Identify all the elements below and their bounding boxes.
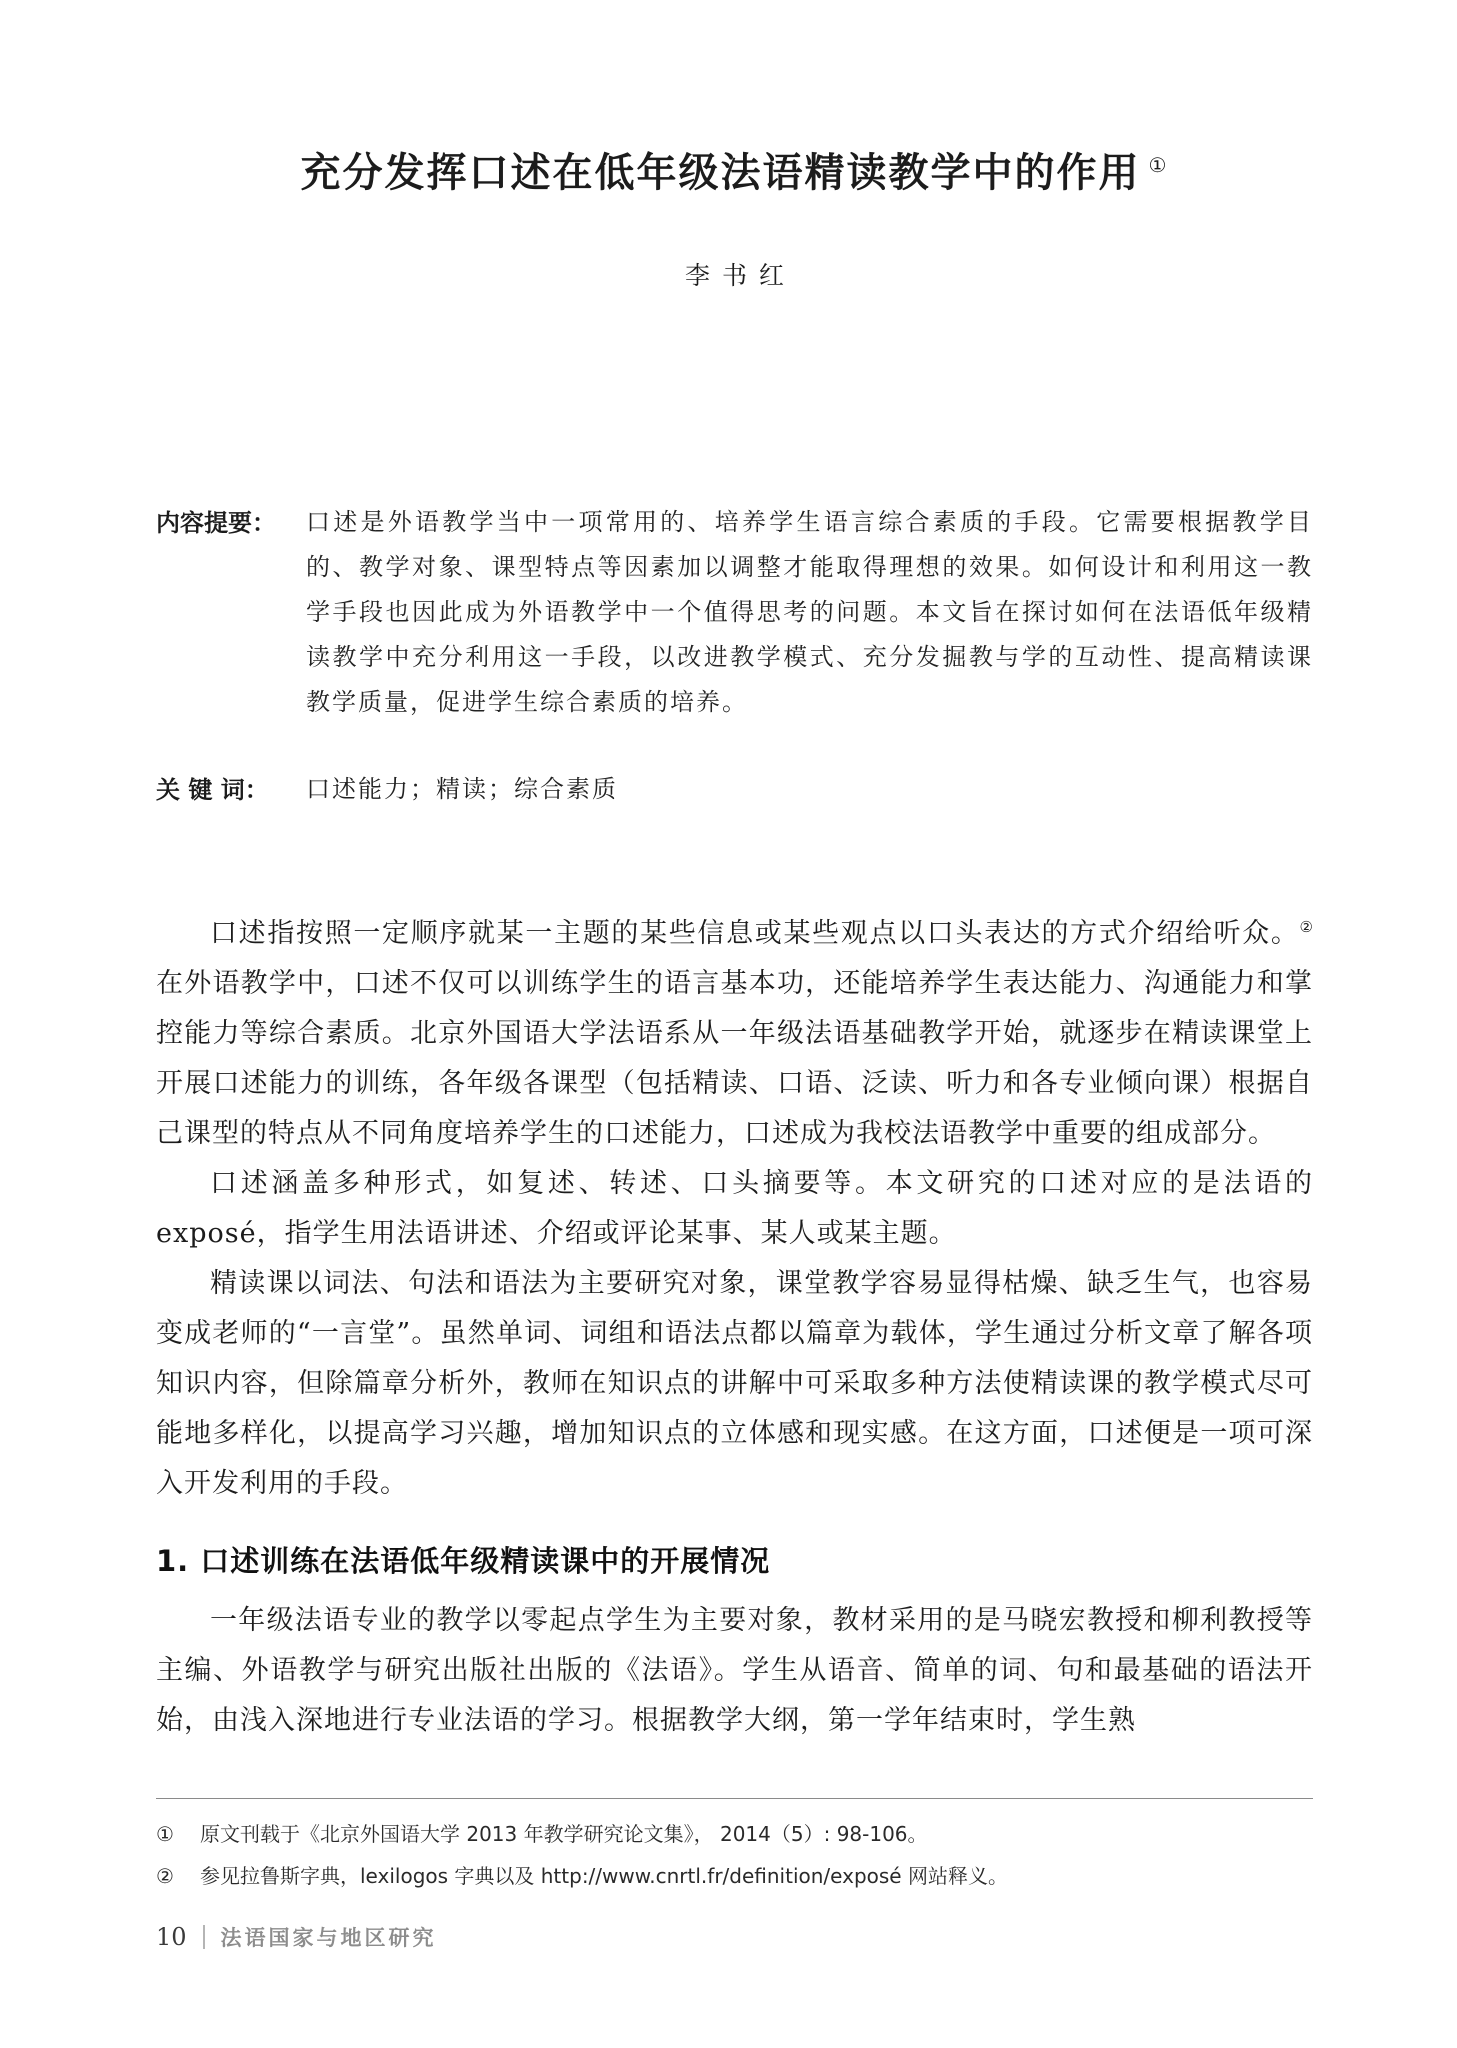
paragraph-3: 精读课以词法、句法和语法为主要研究对象，课堂教学容易显得枯燥、缺乏生气，也容易变成老师的“一言堂”。虽然单词、词组和语法点都以篇章为载体，学生通过分析文章了解各项知识内容，但除篇章分析外，教师在知识点的讲解中可采取多种方法使精读课的教学模式尽可能地多样化，以提高学习兴趣，增加知识点的立体感和现实感。在这方面，口述便是一项可深入开发利用的手段。 [156, 1268, 1313, 1499]
page-footer [156, 1922, 437, 1952]
footnote-2 [156, 1855, 1313, 1897]
footnote-1-text: 原文刊载于《北京外国语大学 2013 年教学研究论文集》， 2014（5）: 98-106。 [200, 1822, 928, 1846]
footnote-1-marker: ① [156, 1822, 174, 1846]
body-text [156, 902, 1313, 1746]
keywords-text: 口述能力；精读；综合素质 [306, 775, 618, 803]
footnotes-block [156, 1798, 1313, 1897]
title-footnote-ref: ① [1148, 152, 1169, 177]
abstract-label: 内容提要： [156, 508, 276, 537]
abstract-text: 口述是外语教学当中一项常用的、培养学生语言综合素质的手段。它需要根据教学目的、教学对象、课型特点等因素加以调整才能取得理想的效果。如何设计和利用这一教学手段也因此成为外语教学中一个值得思考的问题。本文旨在探讨如何在法语低年级精读教学中充分利用这一手段，以改进教学模式、充分发掘教与学的互动性、提高精读课教学质量，促进学生综合素质的培养。 [306, 508, 1313, 716]
section-1-paragraph: 一年级法语专业的教学以零起点学生为主要对象，教材采用的是马晓宏教授和柳利教授等主编、外语教学与研究出版社出版的《法语》。学生从语音、简单的词、句和最基础的语法开始，由浅入深地进行专业法语的学习。根据教学大纲，第一学年结束时，学生熟 [156, 1605, 1313, 1736]
paragraph-1-part2: 在外语教学中，口述不仅可以训练学生的语言基本功，还能培养学生表达能力、沟通能力和掌控能力等综合素质。北京外国语大学法语系从一年级法语基础教学开始，就逐步在精读课堂上开展口述能力的训练，各年级各课型（包括精读、口语、泛读、听力和各专业倾向课）根据自己课型的特点从不同角度培养学生的口述能力，口述成为我校法语教学中重要的组成部分。 [156, 968, 1313, 1149]
paragraph-1-part1: 口述指按照一定顺序就某一主题的某些信息或某些观点以口头表达的方式介绍给听众。 [210, 918, 1300, 949]
keywords-label: 关 键 词： [156, 775, 269, 804]
paper-title [156, 148, 1313, 198]
footnote-1 [156, 1813, 1313, 1855]
journal-name: 法语国家与地区研究 [220, 1926, 437, 1950]
paragraph-1 [156, 902, 1313, 1159]
page-number: 10 [156, 1923, 187, 1951]
footnote-ref-2: ② [1299, 918, 1313, 936]
paper-title-text: 充分发挥口述在低年级法语精读教学中的作用 [300, 149, 1141, 196]
footnote-2-marker: ② [156, 1864, 174, 1888]
section-1-heading: 1. 口述训练在法语低年级精读课中的开展情况 [156, 1544, 771, 1578]
footer-divider [203, 1925, 205, 1949]
keywords-block [156, 767, 1313, 812]
footnote-2-text: 参见拉鲁斯字典，lexilogos 字典以及 http://www.cnrtl.fr/definition/exposé 网站释义。 [200, 1864, 1008, 1888]
paragraph-2: 口述涵盖多种形式，如复述、转述、口头摘要等。本文研究的口述对应的是法语的 exposé，指学生用法语讲述、介绍或评论某事、某人或某主题。 [156, 1168, 1313, 1249]
author-name: 李书红 [684, 261, 796, 290]
abstract-block [156, 500, 1313, 725]
